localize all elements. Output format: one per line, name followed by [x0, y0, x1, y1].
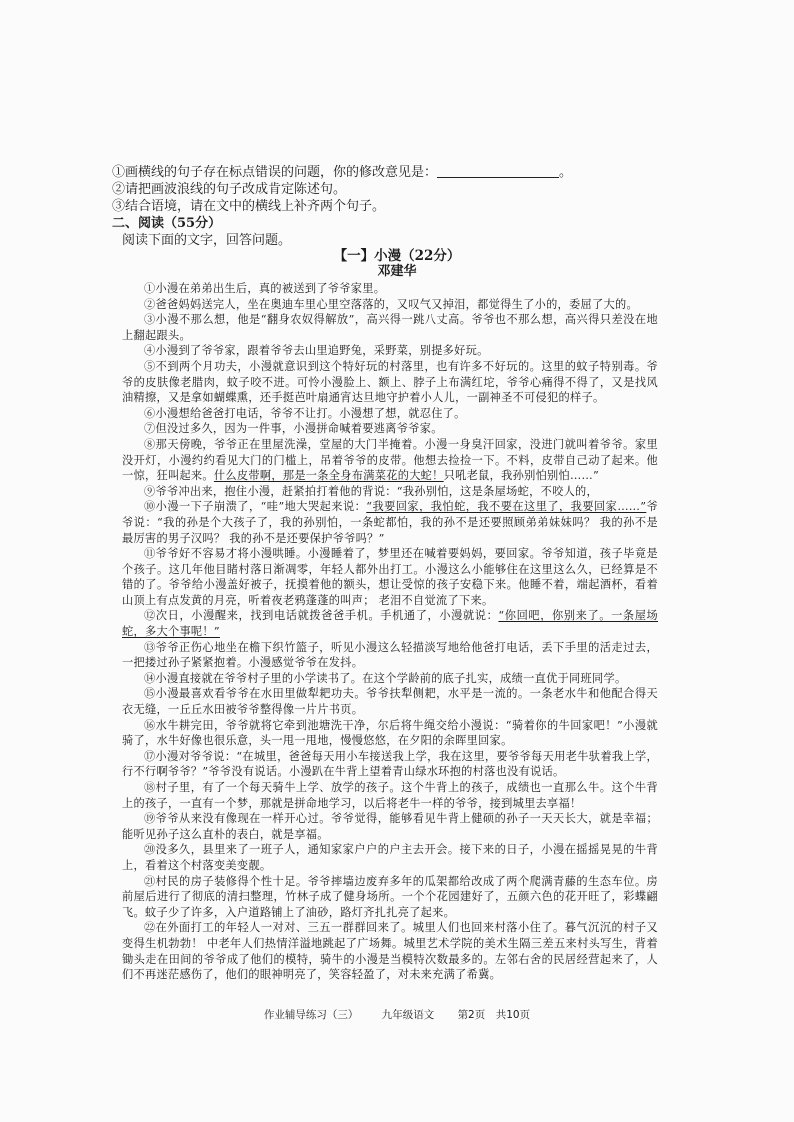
- paragraph-14: ⑭小漫直接就在爷爷村子里的小学读书了。在这个学龄前的底子扎实，成绩一直优于同班同学。: [144, 671, 627, 685]
- paragraph-20: ⑳没多久，县里来了一班子人，通知家家户户的户主去开会。接下来的日子，小漫在摇摇晃晃的牛背上，看着这个村落变美变靓。: [122, 843, 658, 872]
- footer-subject: 九年级语文: [381, 1009, 435, 1021]
- question-1-end: 。: [559, 165, 573, 180]
- paragraph-8: [122, 437, 658, 484]
- paragraph-13: ⑬爷爷正伤心地坐在檐下织竹篮子，听见小漫这么轻描淡写地给他爸打电话，丢下手里的活走过去，一把搂过孙子紧紧抱着。小漫感觉爷爷在发抖。: [122, 640, 658, 670]
- underlined-sentence: 什么皮带啊，那是一条全身布满菜花的大蛇！: [213, 469, 444, 483]
- paragraph-22: ㉒在外面打工的年轻人一对对、三五一群群回来了。城里人们也回来村落小住了。暮气沉沉的村子又变得生机勃勃！ 中老年人们热情洋溢地跳起了广场舞。城里艺术学院的美术生隔三差五来村头写生，背着锄头走在田间的爷爷成了他们的模特，骑牛的小漫是当模特次数最多的。左邻右舍的民居经营起来了，人们不再迷茫感伤了，他们的眼神明亮了，笑容轻盈了，对未来充满了希冀。: [122, 921, 658, 982]
- reading-instruction: 阅读下面的文字，回答问题。: [122, 233, 292, 248]
- question-instructions: [112, 164, 692, 215]
- paragraph-21: ㉑村民的房子装修得个性十足。爷爷摔墙边废弃多年的瓜架都给改成了两个爬满青藤的生态车位。房前屋后进行了彻底的清扫整理，竹林子成了健身场所。一个个花园建好了，五颜六色的花开旺了，彩蝶翩飞。蚊子少了许多，入户道路铺上了油砂，路灯齐扎扎亮了起来。: [122, 874, 658, 919]
- paragraph-8-end: 只吼老鼠，我孙别怕别怕……”: [443, 469, 600, 483]
- underlined-sentence: “你回吧，你别来了。一条屋场蛇，多大个事呢！”: [122, 609, 658, 639]
- paragraph-9: ⑨爷爷冲出来，抱住小漫，赶紧拍打着他的背说：“我孙别怕，这是条屋场蛇，不咬人的，: [144, 484, 599, 498]
- paragraph-12-text: ⑫次日，小漫醒来，找到电话就拨爸爸手机。手机通了，小漫就说：: [144, 609, 499, 623]
- article-title: 【一】小漫（22分）: [333, 248, 461, 264]
- paragraph-16: ⑯水牛耕完田，爷爷就将它牵到池塘洗干净，尔后将牛绳交给小漫说：“骑着你的牛回家吧！”小漫就骑了，水牛好像也很乐意，头一甩一甩地，慢慢悠悠，在夕阳的余晖里回家。: [122, 718, 658, 748]
- paragraph-5: ⑤不到两个月功夫，小漫就意识到这个特好玩的村落里，也有许多不好玩的。这里的蚊子特别毒。爷爷的皮肤像老腊肉，蚊子咬不进。可怜小漫脸上、额上、脖子上布满红坨，爷爷心痛得不得了，又是找风油精擦，又是拿如蝴蝶熏，还手挺芭叶扇通宵达旦地守护着小人儿，一副神圣不可侵犯的样子。: [122, 359, 658, 405]
- paragraph-4: ④小漫到了爷爷家，跟着爷爷去山里追野兔，采野菜，别提多好玩。: [144, 344, 489, 358]
- paragraph-10: [122, 499, 658, 546]
- paragraph-10-end: 爷爷说：“我的孙是个大孩子了，我的孙别怕，一条蛇都怕，我的孙不是还要照顾弟弟妹妹吗？ 我的孙不是最厉害的男子汉吗？ 我的孙不是还要保护爷爷吗？”: [122, 500, 658, 545]
- question-3: ③结合语境，请在文中的横线上补齐两个句子。: [112, 199, 386, 214]
- paragraph-11: ⑪爷爷好不容易才将小漫哄睡。小漫睡着了，梦里还在喊着要妈妈，要回家。爷爷知道，孩子毕竟是个孩子。这几年他目睹村落日渐凋零，年轻人都外出打工。小漫这么小能够住在这里这么久，已经算是不错的了。爷爷给小漫盖好被子，抚摸着他的额头，想让受惊的孩子安稳下来。他睡不着，端起酒杯，看着山顶上有点发黄的月亮，听着夜老鸦蓬蓬的叫声； 老泪不自觉流了下来。: [122, 547, 658, 607]
- paragraph-10-text: ⑩小漫一下子崩溃了，“哇”地大哭起来说：: [144, 500, 367, 514]
- paragraph-18: ⑱村子里，有了一个每天骑牛上学、放学的孩子。这个牛背上的孩子，成绩也一直那么牛。这个牛背上的孩子，一直有一个梦，那就是拼命地学习，以后将老牛一样的爷爷，接到城里去享福！: [122, 781, 658, 810]
- article-body: [122, 281, 658, 983]
- article-author: 邓建华: [377, 264, 417, 279]
- question-1: [112, 164, 692, 181]
- footer-page-number: 第2页 共10页: [457, 1009, 531, 1021]
- paragraph-3: ③小漫不那么想，他是“翻身农奴得解放”，高兴得一跳八丈高。爷爷也不那么想，高兴得只差没在地上翻起跟头。: [122, 313, 658, 342]
- page-footer: [0, 1008, 794, 1022]
- paragraph-15: ⑮小漫最喜欢看爷爷在水田里做犁耙功夫。爷爷扶犁侧耙，水平是一流的。一条老水牛和他配合得天衣无缝，一丘丘水田被爷爷整得像一片片书页。: [122, 687, 658, 717]
- paragraph-8-text: ⑧那天傍晚，爷爷正在里屋洗澡，堂屋的大门半掩着。小漫一身臭汗回家，没进门就叫着爷爷。家里没开灯，小漫约约看见大门的门槛上，吊着爷爷的皮带。他想去捡捡一下。不料，皮带自己动了起来。他一惊，狂叫起来。: [122, 437, 658, 483]
- section-heading: 二、阅读（55分）: [112, 216, 222, 231]
- paragraph-7: ⑦但没过多久，因为一件事，小漫拼命喊着要逃离爷爷家。: [144, 422, 443, 436]
- answer-blank[interactable]: [437, 164, 559, 178]
- paragraph-2: ②爸爸妈妈送完人，坐在奥迪车里心里空落落的，又叹气又掉泪，都觉得生了小的，委屈了大的。: [144, 297, 638, 311]
- underlined-sentence: “我要回家，我怕蛇，我不要在这里了，我要回家……”: [366, 500, 647, 514]
- paragraph-12: [122, 608, 658, 639]
- question-2: ②请把画波浪线的句子改成肯定陈述句。: [112, 182, 347, 197]
- footer-series: 作业辅导练习（三）: [263, 1009, 359, 1021]
- paragraph-6: ⑥小漫想给爸爸打电话，爷爷不让打。小漫想了想，就忍住了。: [144, 406, 466, 420]
- paragraph-1: ①小漫在弟弟出生后，真的被送到了爷爷家里。: [144, 282, 386, 295]
- paragraph-17: ⑰小漫对爷爷说：“在城里，爸爸每天用小车接送我上学，我在这里，要爷爷每天用老牛驮着我上学，行不行啊爷爷？”爷爷没有说话。小漫趴在牛背上望着青山绿水环抱的村落也没有说话。: [122, 749, 658, 779]
- question-1-text: ①画横线的句子存在标点错误的问题，你的修改意见是：: [112, 165, 438, 180]
- paragraph-19: ⑲爷爷从来没有像现在一样开心过。爷爷觉得，能够看见牛背上健硕的孙子一天天长大，就是幸福； 能听见孙子这么直朴的表白，就是享福。: [122, 812, 658, 841]
